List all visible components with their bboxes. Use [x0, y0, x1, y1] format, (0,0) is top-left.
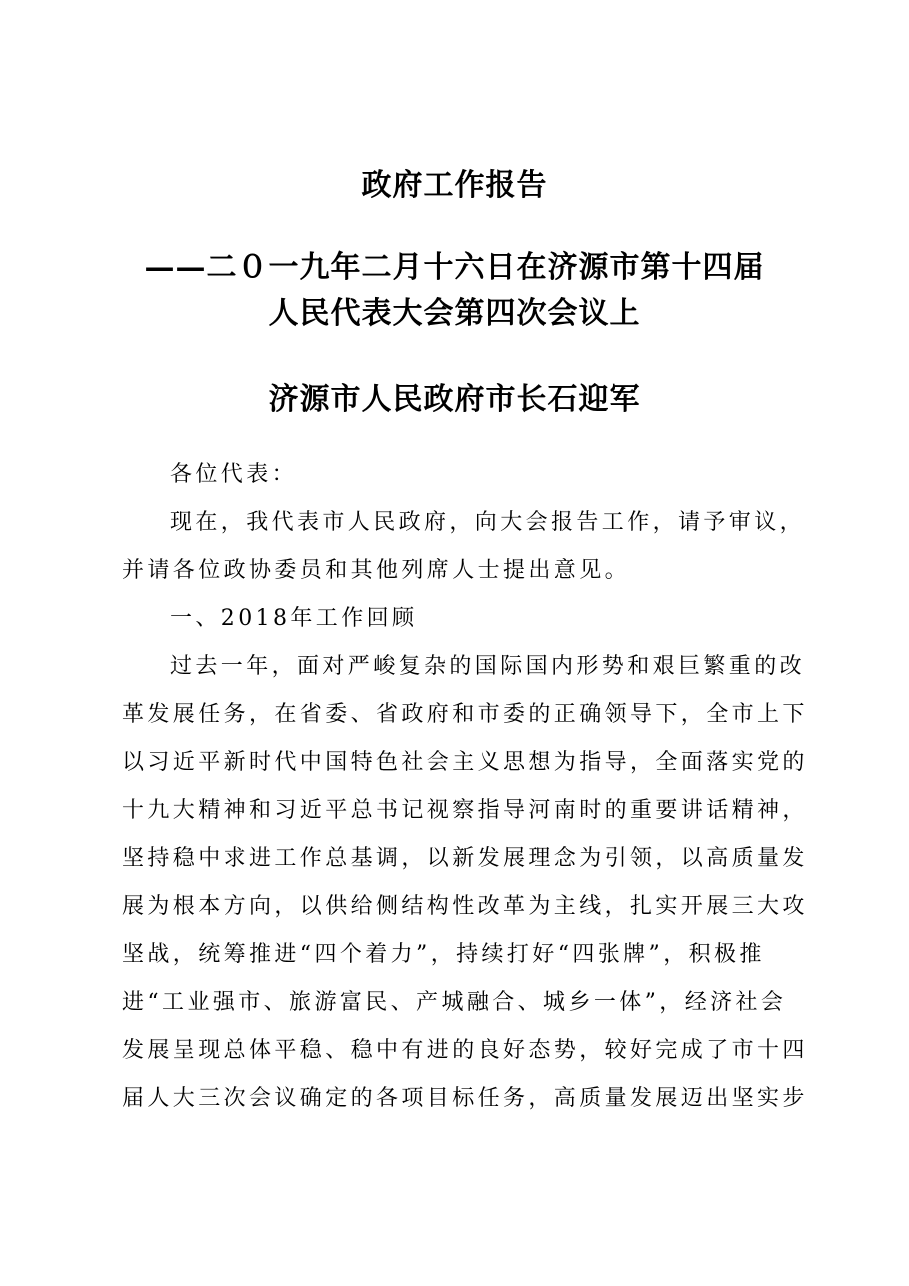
paragraph-line: 发展呈现总体平稳、稳中有进的良好态势，较好完成了市十四: [122, 1038, 808, 1063]
intro-line: 并请各位政协委员和其他列席人士提出意见。: [122, 558, 631, 583]
salutation: 各位代表：: [170, 462, 298, 487]
paragraph-line: 以习近平新时代中国特色社会主义思想为指导，全面落实党的: [122, 750, 808, 775]
paragraph-line: 过去一年，面对严峻复杂的国际国内形势和艰巨繁重的改: [170, 654, 806, 679]
paragraph-line: 坚战，统筹推进“四个着力”，持续打好“四张牌”，积极推: [122, 942, 765, 967]
document-body: [122, 451, 808, 1123]
paragraph-line: 坚持稳中求进工作总基调，以新发展理念为引领，以高质量发: [122, 846, 808, 871]
paragraph-line: 届人大三次会议确定的各项目标任务，高质量发展迈出坚实步: [122, 1086, 808, 1111]
section-heading: 一、2018年工作回顾: [170, 606, 418, 631]
paragraph-line: 革发展任务，在省委、省政府和市委的正确领导下，全市上下: [122, 702, 808, 727]
paragraph-line: 十九大精神和习近平总书记视察指导河南时的重要讲话精神，: [122, 798, 808, 823]
paragraph-line: 进“工业强市、旅游富民、产城融合、城乡一体”，经济社会: [122, 990, 787, 1015]
intro-line: 现在，我代表市人民政府，向大会报告工作，请予审议，: [170, 510, 806, 535]
paragraph-line: 展为根本方向，以供给侧结构性改革为主线，扎实开展三大攻: [122, 894, 808, 919]
subtitle-line-1: ——二０一九年二月十六日在济源市第十四届: [144, 250, 765, 285]
subtitle-line-2: 人民代表大会第四次会议上: [268, 296, 641, 331]
speaker-line: 济源市人民政府市长石迎军: [268, 382, 641, 417]
document-title: 政府工作报告: [361, 168, 548, 203]
